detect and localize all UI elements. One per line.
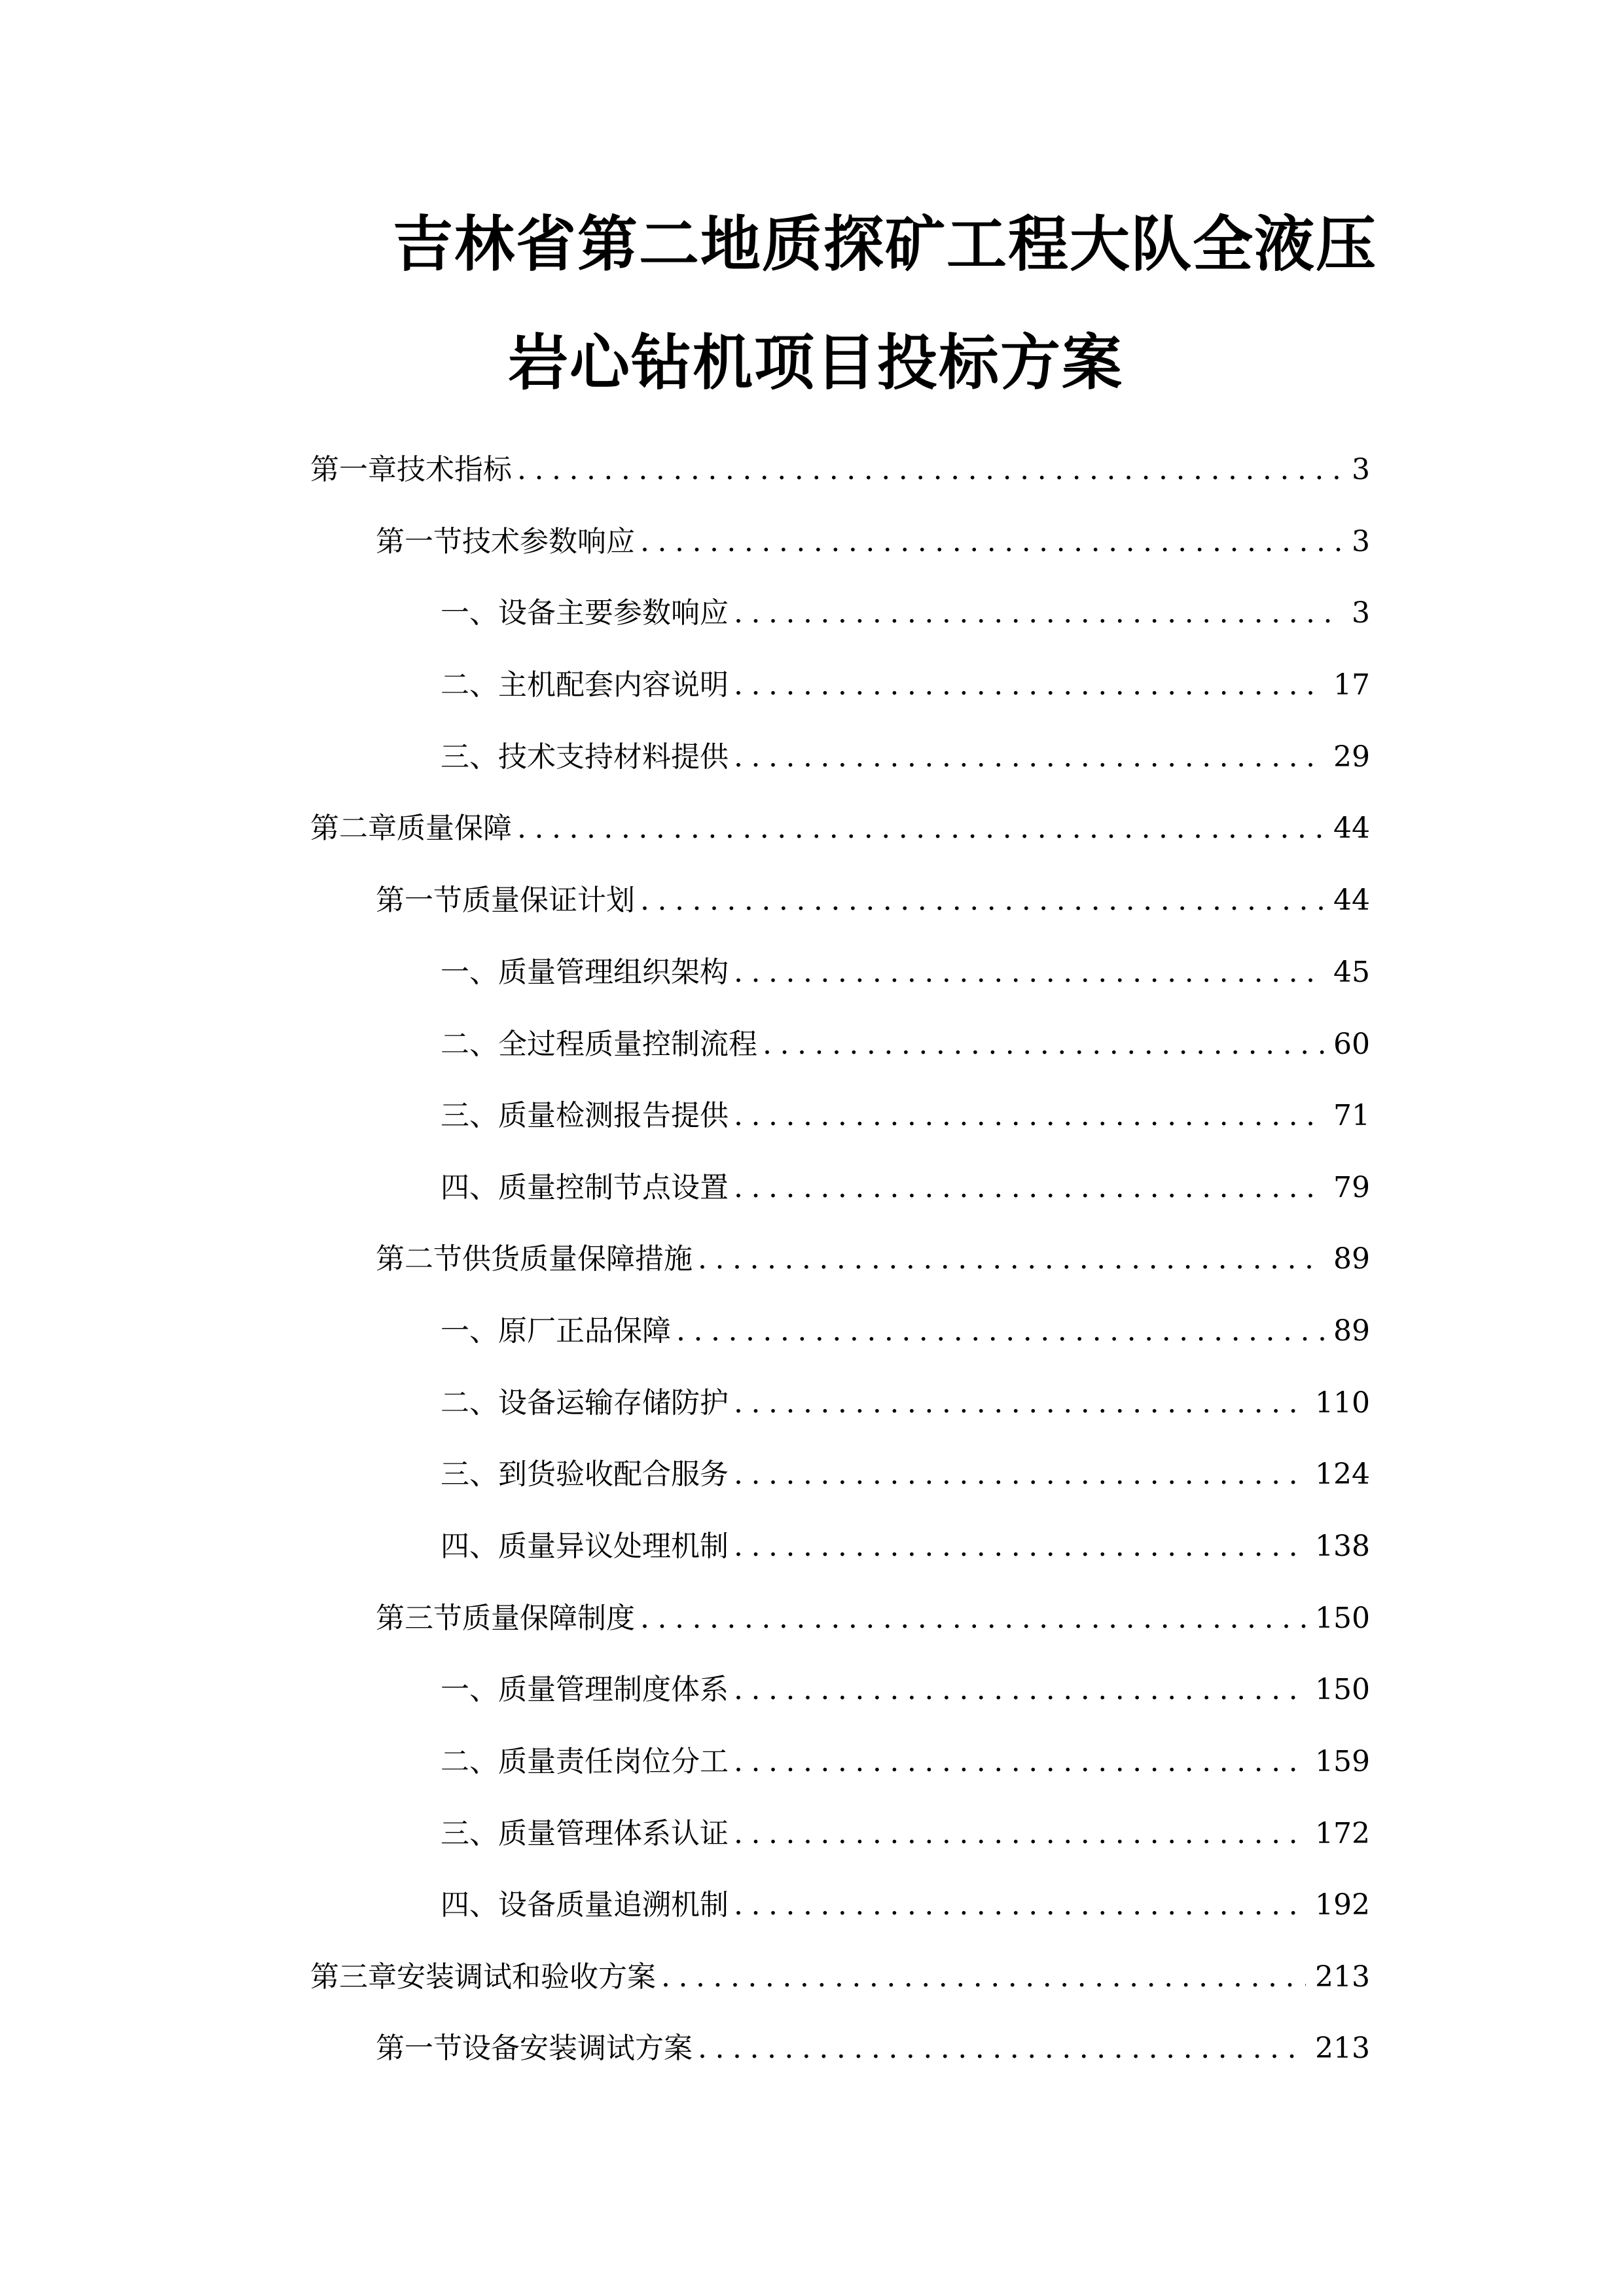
toc-number: 三、 (441, 1458, 498, 1491)
toc-label: 供货质量保障措施 (462, 1242, 693, 1276)
toc-label: 设备质量追溯机制 (498, 1888, 729, 1922)
toc-leader-dots (734, 1377, 1306, 1429)
toc-entry-subsection[interactable] (441, 1808, 1370, 1860)
toc-label: 到货验收配合服务 (498, 1458, 729, 1491)
toc-entry-section[interactable] (376, 874, 1370, 927)
toc-page-number: 124 (1315, 1458, 1370, 1491)
toc-label: 设备主要参数响应 (498, 596, 729, 630)
toc-label: 质量责任岗位分工 (498, 1745, 729, 1778)
toc-leader-dots (640, 516, 1343, 568)
toc-page-number: 138 (1315, 1530, 1370, 1563)
toc-entry-section[interactable] (376, 2022, 1370, 2075)
toc-leader-dots (734, 659, 1324, 711)
toc-leader-dots (640, 874, 1324, 927)
toc-page-number: 71 (1333, 1099, 1370, 1132)
toc-entry-subsection[interactable] (441, 1090, 1370, 1142)
toc-leader-dots (517, 444, 1343, 496)
toc-leader-dots (734, 1879, 1306, 1931)
toc-leader-dots (734, 587, 1343, 639)
toc-entry-section[interactable] (376, 1592, 1370, 1645)
toc-label: 质量保障 (397, 812, 512, 845)
toc-entry-subsection[interactable] (441, 1448, 1370, 1501)
toc-entry-subsection[interactable] (441, 1736, 1370, 1788)
toc-label: 质量保证计划 (462, 884, 635, 917)
toc-leader-dots (734, 1808, 1306, 1860)
toc-page-number: 159 (1315, 1745, 1370, 1778)
toc-entry-section[interactable] (376, 516, 1370, 568)
toc-label: 质量管理制度体系 (498, 1673, 729, 1706)
toc-page-number: 45 (1333, 956, 1370, 989)
toc-number: 三、 (441, 1817, 498, 1850)
toc-page-number: 17 (1333, 668, 1370, 702)
toc-number: 四、 (441, 1171, 498, 1204)
toc-leader-dots (734, 1664, 1306, 1716)
toc-entry-subsection[interactable] (441, 1162, 1370, 1214)
toc-number: 第二节 (376, 1242, 462, 1276)
toc-leader-dots (676, 1305, 1324, 1357)
toc-leader-dots (661, 1951, 1306, 2003)
toc-page-number: 3 (1352, 525, 1370, 558)
toc-entry-section[interactable] (376, 1233, 1370, 1285)
toc-number: 第一节 (376, 884, 462, 917)
toc-number: 第二章 (310, 812, 397, 845)
toc-page-number: 172 (1315, 1817, 1370, 1850)
toc-number: 二、 (441, 1386, 498, 1420)
toc-page-number: 213 (1315, 2032, 1370, 2065)
toc-entry-subsection[interactable] (441, 1018, 1370, 1071)
toc-number: 一、 (441, 956, 498, 989)
toc-leader-dots (734, 1090, 1324, 1142)
toc-leader-dots (734, 1162, 1324, 1214)
document-title-line-1: 吉林省第二地质探矿工程大队全液压 (393, 209, 1378, 279)
toc-entry-subsection[interactable] (441, 1520, 1370, 1573)
toc-page-number: 150 (1315, 1602, 1370, 1635)
toc-page-number: 89 (1333, 1314, 1370, 1348)
toc-number: 三、 (441, 740, 498, 774)
toc-label: 质量管理体系认证 (498, 1817, 729, 1850)
toc-entry-subsection[interactable] (441, 946, 1370, 999)
toc-number: 第一节 (376, 525, 462, 558)
toc-entry-subsection[interactable] (441, 731, 1370, 783)
toc-number: 一、 (441, 1673, 498, 1706)
toc-label: 设备运输存储防护 (498, 1386, 729, 1420)
toc-label: 质量保障制度 (462, 1602, 635, 1635)
toc-number: 第一节 (376, 2032, 462, 2065)
toc-number: 第三章 (310, 1960, 397, 1994)
toc-page-number: 213 (1315, 1960, 1370, 1994)
toc-number: 第三节 (376, 1602, 462, 1635)
toc-number: 四、 (441, 1888, 498, 1922)
toc-entry-subsection[interactable] (441, 659, 1370, 711)
toc-page-number: 89 (1333, 1242, 1370, 1276)
toc-page-number: 150 (1315, 1673, 1370, 1706)
toc-label: 技术支持材料提供 (498, 740, 729, 774)
toc-leader-dots (734, 1448, 1306, 1501)
toc-leader-dots (763, 1018, 1324, 1071)
toc-page-number: 3 (1352, 453, 1370, 486)
toc-label: 质量控制节点设置 (498, 1171, 729, 1204)
toc-leader-dots (698, 1233, 1324, 1285)
toc-entry-chapter[interactable] (310, 1951, 1370, 2003)
toc-leader-dots (698, 2022, 1306, 2075)
toc-label: 质量异议处理机制 (498, 1530, 729, 1563)
toc-page-number: 44 (1333, 812, 1370, 845)
toc-number: 第一章 (310, 453, 397, 486)
toc-page-number: 110 (1315, 1386, 1370, 1420)
toc-label: 设备安装调试方案 (462, 2032, 693, 2065)
toc-entry-chapter[interactable] (310, 444, 1370, 496)
toc-page-number: 44 (1333, 884, 1370, 917)
toc-leader-dots (517, 802, 1324, 855)
toc-label: 质量检测报告提供 (498, 1099, 729, 1132)
toc-number: 一、 (441, 596, 498, 630)
toc-entry-subsection[interactable] (441, 587, 1370, 639)
toc-leader-dots (734, 731, 1324, 783)
toc-label: 安装调试和验收方案 (397, 1960, 656, 1994)
toc-number: 四、 (441, 1530, 498, 1563)
toc-entry-subsection[interactable] (441, 1664, 1370, 1716)
toc-label: 原厂正品保障 (498, 1314, 671, 1348)
toc-leader-dots (734, 1520, 1306, 1573)
toc-entry-subsection[interactable] (441, 1305, 1370, 1357)
toc-number: 三、 (441, 1099, 498, 1132)
toc-leader-dots (734, 1736, 1306, 1788)
toc-label: 技术指标 (397, 453, 512, 486)
toc-entry-chapter[interactable] (310, 802, 1370, 855)
toc-number: 一、 (441, 1314, 498, 1348)
toc-page-number: 79 (1333, 1171, 1370, 1204)
toc-entry-subsection[interactable] (441, 1377, 1370, 1429)
document-title-line-2: 岩心钻机项目投标方案 (508, 327, 1124, 398)
toc-page-number: 3 (1352, 596, 1370, 630)
toc-leader-dots (640, 1592, 1306, 1645)
toc-label: 技术参数响应 (462, 525, 635, 558)
toc-number: 二、 (441, 1028, 498, 1061)
toc-label: 质量管理组织架构 (498, 956, 729, 989)
toc-number: 二、 (441, 668, 498, 702)
toc-page-number: 192 (1315, 1888, 1370, 1922)
toc-label: 全过程质量控制流程 (498, 1028, 757, 1061)
toc-page-number: 60 (1333, 1028, 1370, 1061)
toc-label: 主机配套内容说明 (498, 668, 729, 702)
toc-number: 二、 (441, 1745, 498, 1778)
toc-leader-dots (734, 946, 1324, 999)
toc-page-number: 29 (1333, 740, 1370, 774)
toc-entry-subsection[interactable] (441, 1879, 1370, 1931)
